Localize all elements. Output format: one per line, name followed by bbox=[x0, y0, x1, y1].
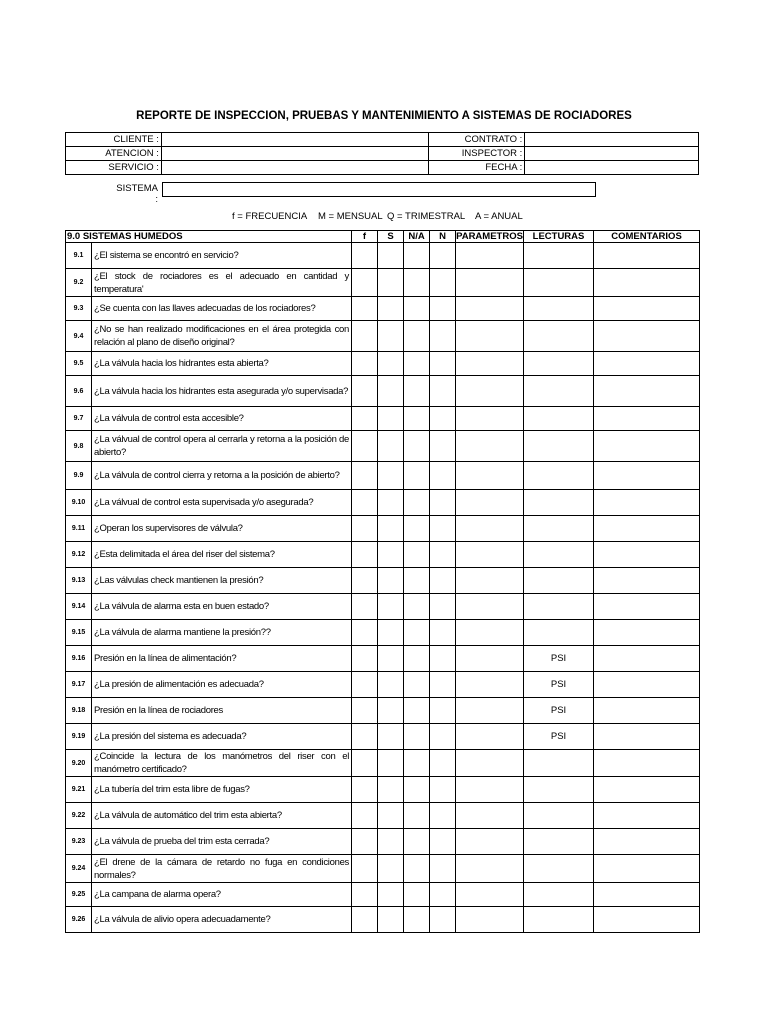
cell-comentarios[interactable] bbox=[594, 855, 700, 883]
table-row bbox=[66, 803, 700, 829]
table-row bbox=[66, 352, 700, 376]
cell-na[interactable] bbox=[404, 516, 430, 542]
cell-comentarios[interactable] bbox=[594, 297, 700, 321]
cell-lecturas[interactable] bbox=[524, 568, 594, 594]
item-number: 9.1 bbox=[66, 243, 92, 269]
item-number: 9.11 bbox=[66, 516, 92, 542]
cell-f[interactable] bbox=[352, 321, 378, 352]
cell-lecturas[interactable] bbox=[524, 803, 594, 829]
item-number: 9.23 bbox=[66, 829, 92, 855]
cell-n[interactable] bbox=[430, 777, 456, 803]
cell-s[interactable] bbox=[378, 883, 404, 907]
cell-s[interactable] bbox=[378, 620, 404, 646]
contrato-field[interactable] bbox=[525, 133, 699, 147]
table-row bbox=[66, 594, 700, 620]
cell-n[interactable] bbox=[430, 594, 456, 620]
cell-parametros[interactable] bbox=[456, 516, 524, 542]
table-row bbox=[66, 490, 700, 516]
cell-s[interactable] bbox=[378, 829, 404, 855]
cell-f[interactable] bbox=[352, 750, 378, 777]
cell-parametros[interactable] bbox=[456, 803, 524, 829]
table-row bbox=[66, 407, 700, 431]
cell-s[interactable] bbox=[378, 855, 404, 883]
cell-lecturas[interactable] bbox=[524, 829, 594, 855]
cell-s[interactable] bbox=[378, 431, 404, 462]
cell-s[interactable] bbox=[378, 672, 404, 698]
cell-n[interactable] bbox=[430, 672, 456, 698]
col-header-parametros: PARAMETROS bbox=[456, 231, 523, 242]
table-row bbox=[66, 724, 700, 750]
servicio-label: SERVICIO : bbox=[66, 161, 162, 175]
item-question: ¿El stock de rociadores es el adecuado en cantidad y temperatura' bbox=[92, 269, 352, 297]
item-number: 9.6 bbox=[66, 376, 92, 407]
cell-f[interactable] bbox=[352, 594, 378, 620]
item-number: 9.24 bbox=[66, 855, 92, 883]
table-row bbox=[66, 750, 700, 777]
cell-comentarios[interactable] bbox=[594, 376, 700, 407]
table-row bbox=[66, 269, 700, 297]
cell-parametros[interactable] bbox=[456, 855, 524, 883]
item-question: ¿La válvula de automático del trim esta abierta? bbox=[92, 803, 352, 829]
inspector-label: INSPECTOR : bbox=[429, 147, 525, 161]
cell-parametros[interactable] bbox=[456, 646, 524, 672]
cell-na[interactable] bbox=[404, 462, 430, 490]
cell-lecturas[interactable] bbox=[524, 516, 594, 542]
cell-parametros[interactable] bbox=[456, 672, 524, 698]
cell-comentarios[interactable] bbox=[594, 462, 700, 490]
cell-na[interactable] bbox=[404, 883, 430, 907]
cell-parametros[interactable] bbox=[456, 594, 524, 620]
cell-comentarios[interactable] bbox=[594, 269, 700, 297]
cell-f[interactable] bbox=[352, 269, 378, 297]
cell-s[interactable] bbox=[378, 243, 404, 269]
cell-lecturas[interactable] bbox=[524, 907, 594, 933]
cell-f[interactable] bbox=[352, 542, 378, 568]
cell-lecturas[interactable] bbox=[524, 750, 594, 777]
cell-lecturas[interactable]: PSI bbox=[524, 724, 594, 750]
cell-comentarios[interactable] bbox=[594, 352, 700, 376]
cell-na[interactable] bbox=[404, 829, 430, 855]
cell-parametros[interactable] bbox=[456, 297, 524, 321]
item-number: 9.13 bbox=[66, 568, 92, 594]
cell-lecturas[interactable] bbox=[524, 407, 594, 431]
table-row bbox=[66, 243, 700, 269]
item-question: Presión en la línea de alimentación? bbox=[92, 646, 352, 672]
sistema-label: SISTEMA : bbox=[116, 183, 158, 205]
table-row bbox=[66, 777, 700, 803]
cell-f[interactable] bbox=[352, 490, 378, 516]
cell-na[interactable] bbox=[404, 352, 430, 376]
legend-anual: A = ANUAL bbox=[475, 211, 523, 222]
cell-s[interactable] bbox=[378, 321, 404, 352]
cell-f[interactable] bbox=[352, 724, 378, 750]
item-number: 9.18 bbox=[66, 698, 92, 724]
table-row bbox=[66, 431, 700, 462]
table-row bbox=[66, 907, 700, 933]
cell-lecturas[interactable]: PSI bbox=[524, 646, 594, 672]
cell-n[interactable] bbox=[430, 907, 456, 933]
item-question: ¿El drene de la cámara de retardo no fuga en condiciones normales? bbox=[92, 855, 352, 883]
item-question: ¿La presión de alimentación es adecuada? bbox=[92, 672, 352, 698]
cell-parametros[interactable] bbox=[456, 321, 524, 352]
servicio-field[interactable] bbox=[161, 161, 428, 175]
table-row bbox=[66, 321, 700, 352]
item-number: 9.21 bbox=[66, 777, 92, 803]
table-row bbox=[66, 297, 700, 321]
item-question: ¿La tubería del trim esta libre de fugas? bbox=[92, 777, 352, 803]
cell-lecturas[interactable] bbox=[524, 490, 594, 516]
atencion-field[interactable] bbox=[161, 147, 428, 161]
col-header-na: N/A bbox=[404, 231, 430, 243]
cell-n[interactable] bbox=[430, 803, 456, 829]
cell-na[interactable] bbox=[404, 855, 430, 883]
cell-lecturas[interactable]: PSI bbox=[524, 698, 594, 724]
cell-s[interactable] bbox=[378, 516, 404, 542]
cell-s[interactable] bbox=[378, 594, 404, 620]
cell-n[interactable] bbox=[430, 297, 456, 321]
cell-f[interactable] bbox=[352, 777, 378, 803]
cell-n[interactable] bbox=[430, 321, 456, 352]
cell-na[interactable] bbox=[404, 803, 430, 829]
cell-comentarios[interactable] bbox=[594, 803, 700, 829]
cell-parametros[interactable] bbox=[456, 269, 524, 297]
cell-parametros[interactable] bbox=[456, 376, 524, 407]
cell-parametros[interactable] bbox=[456, 829, 524, 855]
cell-n[interactable] bbox=[430, 750, 456, 777]
cell-comentarios[interactable] bbox=[594, 829, 700, 855]
cell-comentarios[interactable] bbox=[594, 594, 700, 620]
item-question: ¿La campana de alarma opera? bbox=[92, 883, 352, 907]
cell-lecturas[interactable] bbox=[524, 855, 594, 883]
item-question: ¿La válvula de control esta accesible? bbox=[92, 407, 352, 431]
table-row bbox=[66, 883, 700, 907]
cell-na[interactable] bbox=[404, 321, 430, 352]
cell-s[interactable] bbox=[378, 490, 404, 516]
cell-s[interactable] bbox=[378, 568, 404, 594]
cell-f[interactable] bbox=[352, 620, 378, 646]
legend-mensual: M = MENSUAL bbox=[318, 211, 383, 222]
cell-s[interactable] bbox=[378, 297, 404, 321]
item-question: ¿El sistema se encontró en servicio? bbox=[92, 243, 352, 269]
contrato-label: CONTRATO : bbox=[429, 133, 525, 147]
item-number: 9.9 bbox=[66, 462, 92, 490]
cell-parametros[interactable] bbox=[456, 352, 524, 376]
cell-s[interactable] bbox=[378, 269, 404, 297]
cell-comentarios[interactable] bbox=[594, 407, 700, 431]
section-title: 9.0 SISTEMAS HUMEDOS bbox=[66, 231, 352, 243]
cell-lecturas[interactable] bbox=[524, 431, 594, 462]
cell-n[interactable] bbox=[430, 269, 456, 297]
cell-na[interactable] bbox=[404, 243, 430, 269]
cell-n[interactable] bbox=[430, 620, 456, 646]
cell-s[interactable] bbox=[378, 803, 404, 829]
cell-n[interactable] bbox=[430, 490, 456, 516]
item-question: ¿La válvula hacia los hidrantes esta asegurada y/o supervisada? bbox=[92, 376, 352, 407]
cell-na[interactable] bbox=[404, 568, 430, 594]
item-question: ¿Las válvulas check mantienen la presión? bbox=[92, 568, 352, 594]
item-number: 9.15 bbox=[66, 620, 92, 646]
inspector-field[interactable] bbox=[525, 147, 699, 161]
cell-na[interactable] bbox=[404, 620, 430, 646]
cell-comentarios[interactable] bbox=[594, 698, 700, 724]
cell-n[interactable] bbox=[430, 568, 456, 594]
col-header-lecturas: LECTURAS bbox=[524, 231, 594, 243]
cell-lecturas[interactable] bbox=[524, 883, 594, 907]
cell-parametros[interactable] bbox=[456, 777, 524, 803]
cell-n[interactable] bbox=[430, 352, 456, 376]
cell-s[interactable] bbox=[378, 407, 404, 431]
cell-s[interactable] bbox=[378, 542, 404, 568]
cell-lecturas[interactable] bbox=[524, 376, 594, 407]
cell-s[interactable] bbox=[378, 646, 404, 672]
cell-comentarios[interactable] bbox=[594, 777, 700, 803]
cell-na[interactable] bbox=[404, 672, 430, 698]
cell-lecturas[interactable] bbox=[524, 777, 594, 803]
cell-parametros[interactable] bbox=[456, 407, 524, 431]
legend-frecuencia: f = FRECUENCIA bbox=[232, 211, 308, 222]
item-question: ¿La válvual de control opera al cerrarla y retorna a la posición de abierto? bbox=[92, 431, 352, 462]
cell-f[interactable] bbox=[352, 646, 378, 672]
item-number: 9.3 bbox=[66, 297, 92, 321]
cell-s[interactable] bbox=[378, 907, 404, 933]
item-question: ¿La válvula de alivio opera adecuadamente? bbox=[92, 907, 352, 933]
cell-f[interactable] bbox=[352, 855, 378, 883]
item-number: 9.10 bbox=[66, 490, 92, 516]
cell-lecturas[interactable] bbox=[524, 462, 594, 490]
cell-na[interactable] bbox=[404, 646, 430, 672]
fecha-label: FECHA : bbox=[429, 161, 525, 175]
item-question: ¿La válvula de prueba del trim esta cerrada? bbox=[92, 829, 352, 855]
cell-n[interactable] bbox=[430, 646, 456, 672]
cell-comentarios[interactable] bbox=[594, 672, 700, 698]
table-row bbox=[66, 542, 700, 568]
item-question: ¿La presión del sistema es adecuada? bbox=[92, 724, 352, 750]
item-number: 9.17 bbox=[66, 672, 92, 698]
cell-n[interactable] bbox=[430, 462, 456, 490]
item-number: 9.12 bbox=[66, 542, 92, 568]
cell-s[interactable] bbox=[378, 352, 404, 376]
item-question: ¿Esta delimitada el área del riser del sistema? bbox=[92, 542, 352, 568]
item-question: ¿Operan los supervisores de válvula? bbox=[92, 516, 352, 542]
col-header-n: N bbox=[430, 231, 456, 243]
cell-parametros[interactable] bbox=[456, 542, 524, 568]
cell-parametros[interactable] bbox=[456, 490, 524, 516]
cell-n[interactable] bbox=[430, 855, 456, 883]
cell-n[interactable] bbox=[430, 516, 456, 542]
cell-comentarios[interactable] bbox=[594, 907, 700, 933]
cell-comentarios[interactable] bbox=[594, 431, 700, 462]
item-number: 9.20 bbox=[66, 750, 92, 777]
cell-na[interactable] bbox=[404, 376, 430, 407]
fecha-field[interactable] bbox=[525, 161, 699, 175]
cell-s[interactable] bbox=[378, 376, 404, 407]
cell-f[interactable] bbox=[352, 698, 378, 724]
item-question: Presión en la línea de rociadores bbox=[92, 698, 352, 724]
cell-f[interactable] bbox=[352, 243, 378, 269]
table-row bbox=[66, 829, 700, 855]
item-number: 9.4 bbox=[66, 321, 92, 352]
cell-parametros[interactable] bbox=[456, 750, 524, 777]
cell-f[interactable] bbox=[352, 407, 378, 431]
item-question: ¿La válvula hacia los hidrantes esta abierta? bbox=[92, 352, 352, 376]
item-question: ¿La válvual de control esta supervisada y/o asegurada? bbox=[92, 490, 352, 516]
cell-f[interactable] bbox=[352, 907, 378, 933]
table-row bbox=[66, 698, 700, 724]
cell-comentarios[interactable] bbox=[594, 646, 700, 672]
cliente-field[interactable] bbox=[161, 133, 428, 147]
item-number: 9.5 bbox=[66, 352, 92, 376]
cell-n[interactable] bbox=[430, 431, 456, 462]
cell-lecturas[interactable]: PSI bbox=[524, 672, 594, 698]
cell-comentarios[interactable] bbox=[594, 724, 700, 750]
cell-f[interactable] bbox=[352, 672, 378, 698]
table-row bbox=[66, 646, 700, 672]
item-number: 9.26 bbox=[66, 907, 92, 933]
item-question: ¿No se han realizado modificaciones en el área protegida con relación al plano de diseño original? bbox=[92, 321, 352, 352]
cell-s[interactable] bbox=[378, 462, 404, 490]
sistema-field[interactable] bbox=[162, 182, 596, 197]
cell-lecturas[interactable] bbox=[524, 594, 594, 620]
cell-n[interactable] bbox=[430, 376, 456, 407]
cell-n[interactable] bbox=[430, 542, 456, 568]
cell-s[interactable] bbox=[378, 750, 404, 777]
cell-n[interactable] bbox=[430, 829, 456, 855]
cell-f[interactable] bbox=[352, 431, 378, 462]
item-question: ¿La válvula de control cierra y retorna a la posición de abierto? bbox=[92, 462, 352, 490]
cell-comentarios[interactable] bbox=[594, 243, 700, 269]
cell-n[interactable] bbox=[430, 724, 456, 750]
col-header-s: S bbox=[378, 231, 404, 243]
item-number: 9.2 bbox=[66, 269, 92, 297]
table-row bbox=[66, 376, 700, 407]
cell-s[interactable] bbox=[378, 724, 404, 750]
cell-parametros[interactable] bbox=[456, 431, 524, 462]
cell-na[interactable] bbox=[404, 407, 430, 431]
cell-lecturas[interactable] bbox=[524, 620, 594, 646]
cell-na[interactable] bbox=[404, 594, 430, 620]
cliente-label: CLIENTE : bbox=[66, 133, 162, 147]
cell-n[interactable] bbox=[430, 243, 456, 269]
cell-na[interactable] bbox=[404, 297, 430, 321]
cell-na[interactable] bbox=[404, 269, 430, 297]
item-number: 9.16 bbox=[66, 646, 92, 672]
cell-s[interactable] bbox=[378, 698, 404, 724]
item-question: ¿La válvula de alarma esta en buen estado? bbox=[92, 594, 352, 620]
cell-na[interactable] bbox=[404, 907, 430, 933]
cell-f[interactable] bbox=[352, 352, 378, 376]
table-header-row bbox=[66, 231, 700, 243]
table-row bbox=[66, 568, 700, 594]
cell-comentarios[interactable] bbox=[594, 516, 700, 542]
report-title: REPORTE DE INSPECCION, PRUEBAS Y MANTENIMIENTO A SISTEMAS DE ROCIADORES bbox=[136, 110, 632, 122]
cell-na[interactable] bbox=[404, 777, 430, 803]
item-number: 9.25 bbox=[66, 883, 92, 907]
cell-parametros[interactable] bbox=[456, 724, 524, 750]
table-row bbox=[66, 672, 700, 698]
item-number: 9.22 bbox=[66, 803, 92, 829]
cell-parametros[interactable] bbox=[456, 907, 524, 933]
cell-parametros[interactable] bbox=[456, 620, 524, 646]
legend-trimestral: Q = TRIMESTRAL bbox=[387, 211, 466, 222]
item-number: 9.7 bbox=[66, 407, 92, 431]
cell-f[interactable] bbox=[352, 568, 378, 594]
cell-na[interactable] bbox=[404, 724, 430, 750]
item-question: ¿Coincide la lectura de los manómetros del riser con el manómetro certificado? bbox=[92, 750, 352, 777]
cell-comentarios[interactable] bbox=[594, 620, 700, 646]
cell-comentarios[interactable] bbox=[594, 542, 700, 568]
cell-comentarios[interactable] bbox=[594, 568, 700, 594]
cell-lecturas[interactable] bbox=[524, 542, 594, 568]
cell-f[interactable] bbox=[352, 829, 378, 855]
cell-parametros[interactable] bbox=[456, 698, 524, 724]
cell-parametros[interactable] bbox=[456, 462, 524, 490]
cell-lecturas[interactable] bbox=[524, 269, 594, 297]
table-row bbox=[66, 462, 700, 490]
cell-lecturas[interactable] bbox=[524, 352, 594, 376]
cell-na[interactable] bbox=[404, 431, 430, 462]
cell-f[interactable] bbox=[352, 376, 378, 407]
table-row bbox=[66, 516, 700, 542]
cell-n[interactable] bbox=[430, 883, 456, 907]
table-row bbox=[66, 855, 700, 883]
cell-n[interactable] bbox=[430, 698, 456, 724]
cell-f[interactable] bbox=[352, 516, 378, 542]
item-question: ¿La válvula de alarma mantiene la presión?? bbox=[92, 620, 352, 646]
cell-comentarios[interactable] bbox=[594, 883, 700, 907]
cell-lecturas[interactable] bbox=[524, 321, 594, 352]
cell-parametros[interactable] bbox=[456, 883, 524, 907]
header-info-table bbox=[65, 132, 699, 175]
col-header-comentarios: COMENTARIOS bbox=[594, 231, 700, 243]
cell-na[interactable] bbox=[404, 490, 430, 516]
cell-n[interactable] bbox=[430, 407, 456, 431]
col-header-f: f bbox=[352, 231, 378, 243]
atencion-label: ATENCION : bbox=[66, 147, 162, 161]
table-row bbox=[66, 620, 700, 646]
inspection-table bbox=[65, 230, 700, 933]
cell-na[interactable] bbox=[404, 542, 430, 568]
cell-parametros[interactable] bbox=[456, 568, 524, 594]
cell-parametros[interactable] bbox=[456, 243, 524, 269]
item-number: 9.19 bbox=[66, 724, 92, 750]
cell-comentarios[interactable] bbox=[594, 490, 700, 516]
cell-s[interactable] bbox=[378, 777, 404, 803]
cell-f[interactable] bbox=[352, 297, 378, 321]
cell-na[interactable] bbox=[404, 750, 430, 777]
cell-comentarios[interactable] bbox=[594, 321, 700, 352]
item-question: ¿Se cuenta con las llaves adecuadas de los rociadores? bbox=[92, 297, 352, 321]
cell-f[interactable] bbox=[352, 803, 378, 829]
cell-na[interactable] bbox=[404, 698, 430, 724]
item-number: 9.14 bbox=[66, 594, 92, 620]
cell-f[interactable] bbox=[352, 883, 378, 907]
cell-comentarios[interactable] bbox=[594, 750, 700, 777]
cell-lecturas[interactable] bbox=[524, 243, 594, 269]
cell-f[interactable] bbox=[352, 462, 378, 490]
cell-lecturas[interactable] bbox=[524, 297, 594, 321]
item-number: 9.8 bbox=[66, 431, 92, 462]
